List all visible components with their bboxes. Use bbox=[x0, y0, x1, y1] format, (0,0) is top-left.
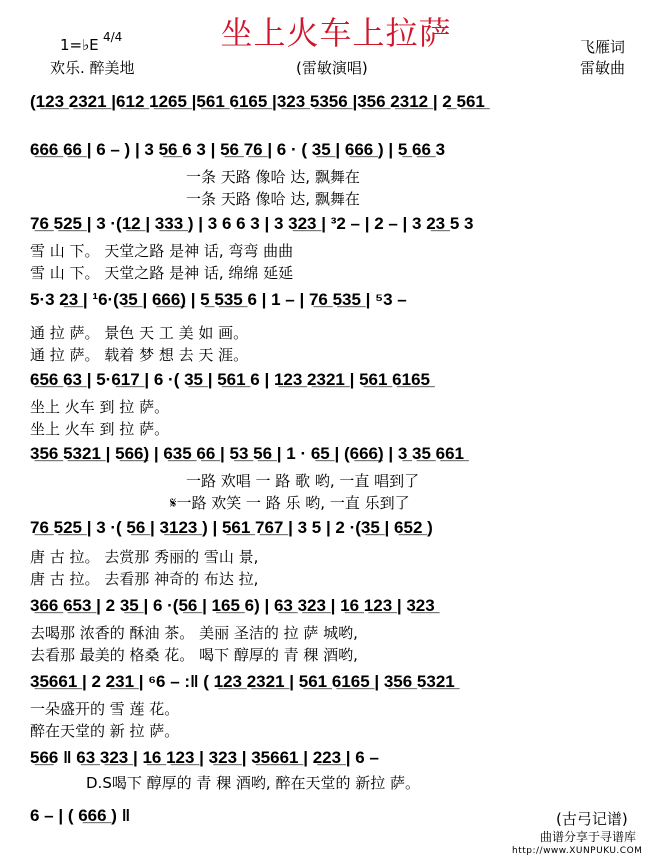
staff-line-11: 6 – | ( 6̲6̲6̲ ) ‖ bbox=[30, 806, 131, 825]
staff-line-1: (1̲2̲3̲ 2̲3̲2̲1̲ |6̲1̲2̲ 1̲2̲6̲5̲ |5̲6̲1̲ 6̲1̲6̲5̲ |3̲2̲3̲ 5̲3̲5̲6̲ |3̲5̲6̲ 2̲3̲1̲2̲ | 2̲ 5̲6̲1̲ bbox=[30, 92, 485, 111]
staff-line-2: 6̲6̲6̲ 6̲6̲ | 6 – ) | 3 5̲6̲ 6 3 | 5̲6̲ 7̲6̲ | 6 · ( 3̲5̲ | 6̲6̲6̲ ) | 5̲ 6̲6̲ 3 bbox=[30, 140, 446, 159]
staff-line-3: 7̲6̲ 5̲2̲5̲ | 3 ·(1̲2̲ | 3̲3̲3̲ ) | 3 6 6 3 | 3 3̲2̲3̲ | ³2 – | 2 – | 3 2̲3̲ 5 3 bbox=[30, 214, 474, 233]
key-signature: 1=♭E bbox=[60, 36, 99, 54]
performer: (雷敏演唱) bbox=[296, 59, 368, 77]
lyric-line-6a: 一路 欢唱 一 路 歌 哟, 一直 唱到了 bbox=[186, 472, 420, 490]
lyric-line-6b: 𝄋一路 欢笑 一 路 乐 哟, 一直 乐到了 bbox=[170, 494, 410, 512]
lyric-line-7a: 唐 古 拉。 去赏那 秀丽的 雪山 景, bbox=[30, 548, 259, 566]
lyric-line-2a: 一条 天路 像哈 达, 飘舞在 bbox=[186, 168, 360, 186]
lyric-line-4b: 通 拉 萨。 载着 梦 想 去 天 涯。 bbox=[30, 346, 249, 364]
lyric-line-8a: 去喝那 浓香的 酥油 茶。 美丽 圣洁的 拉 萨 城哟, bbox=[30, 624, 358, 642]
lyric-line-3a: 雪 山 下。 天堂之路 是神 话, 弯弯 曲曲 bbox=[30, 242, 294, 260]
lyric-line-5a: 坐上 火车 到 拉 萨。 bbox=[30, 398, 170, 416]
website-url: http://www.XUNPUKU.COM bbox=[512, 846, 643, 856]
staff-line-4: 5·3 2̲3̲ | ¹6·(3̲5̲ | 6̲6̲6̲) | 5̲ 5̲3̲5̲ 6 | 1 – | 7̲6̲ 5̲3̲5̲ | ⁵3 – bbox=[30, 290, 407, 309]
composer: 雷敏曲 bbox=[580, 59, 626, 77]
lyric-line-4a: 通 拉 萨。 景色 天 工 美 如 画。 bbox=[30, 324, 249, 342]
tempo-mark: 欢乐. 醉美地 bbox=[50, 59, 135, 77]
share-credit: 曲谱分享于寻谱库 bbox=[540, 830, 637, 844]
lyric-line-3b: 雪 山 下。 天堂之路 是神 话, 绵绵 延延 bbox=[30, 264, 294, 282]
notation-credit: (古弓记谱) bbox=[556, 810, 628, 828]
lyric-line-7b: 唐 古 拉。 去看那 神奇的 布达 拉, bbox=[30, 570, 259, 588]
lyric-line-9a: 一朵盛开的 雪 莲 花。 bbox=[30, 700, 180, 718]
song-title: 坐上火车上拉萨 bbox=[220, 14, 452, 52]
lyric-line-2b: 一条 天路 像哈 达, 飘舞在 bbox=[186, 190, 360, 208]
lyricist: 飞雁词 bbox=[580, 38, 626, 56]
lyric-line-10: D.S喝下 醇厚的 青 稞 酒哟, 醉在天堂的 新拉 萨。 bbox=[86, 774, 420, 792]
lyric-line-5b: 坐上 火车 到 拉 萨。 bbox=[30, 420, 170, 438]
staff-line-8: 3̲6̲6̲ 6̲5̲3̲ | 2 3̲5̲ | 6 ·(5̲6̲ | 1̲6̲5̲ 6) | 6̲3̲ 3̲2̲3̲ | 1̲6̲ 1̲2̲3̲ | 3̲2̲3̲ bbox=[30, 596, 435, 615]
staff-line-5: 6̲5̲6̲ 6̲3̲ | 5·6̲1̲7̲ | 6 ·( 3̲5̲ | 5̲6̲1̲ 6 | 1̲2̲3̲ 2̲3̲2̲1̲ | 5̲6̲1̲ 6̲1̲6̲5̲ bbox=[30, 370, 430, 389]
staff-line-9: 3̲5̲6̲6̲1̲ | 2 2̲3̲1̲ | ⁶6 – :‖ ( 1̲2̲3̲ 2̲3̲2̲1̲ | 5̲6̲1̲ 6̲1̲6̲5̲ | 3̲5̲6̲ 5̲3̲2̲1̲ bbox=[30, 672, 455, 691]
lyric-line-8b: 去看那 最美的 格桑 花。 喝下 醇厚的 青 稞 酒哟, bbox=[30, 646, 358, 664]
staff-line-10: 5̲6̲6 ‖ 6̲3̲ 3̲2̲3̲ | 1̲6̲ 1̲2̲3̲ | 3̲2̲3̲ | 3̲5̲6̲6̲1̲ | 2̲2̲3̲ | 6 – bbox=[30, 748, 379, 767]
staff-line-6: 3̲5̲6̲ 5̲3̲2̲1̲ | 5̲6̲6̲) | 6̲3̲5̲ 6̲6̲ | 5̲3̲ 5̲6̲ | 1 · 6̲5̲ | (6̲6̲6̲) | 3̲ 3̲5̲ 6̲6̲1̲ bbox=[30, 444, 465, 463]
lyric-line-9b: 醉在天堂的 新 拉 萨。 bbox=[30, 722, 180, 740]
staff-line-7: 7̲6̲ 5̲2̲5̲ | 3 ·( 5̲6̲ | 3̲1̲2̲3̲ ) | 5̲6̲1̲ 7̲6̲7̲ | 3 5 | 2 ·(3̲5̲ | 6̲5̲2̲ ) bbox=[30, 518, 433, 537]
time-signature: 4/4 bbox=[103, 30, 123, 44]
